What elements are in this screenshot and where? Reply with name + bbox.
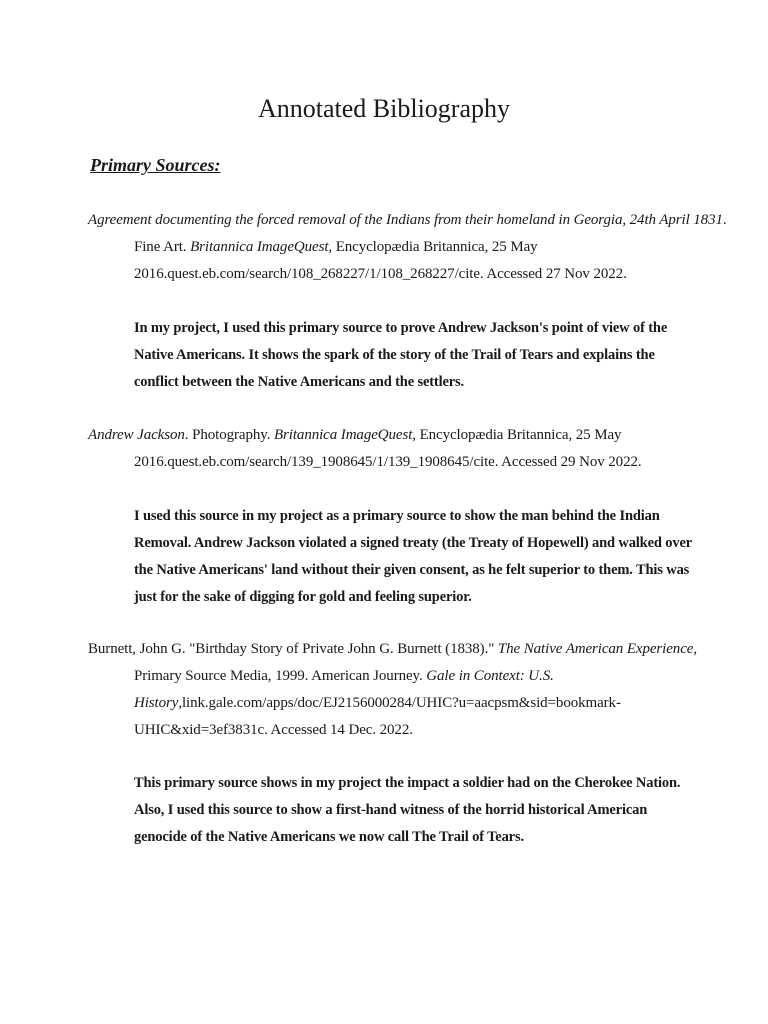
citation-title-run: Agreement documenting the forced removal of the Indians from their homeland in Georgia, 24th April 1831 xyxy=(88,212,723,228)
citation-title-run: Gale in Context: U.S. History xyxy=(134,668,554,711)
citation-title-run: Britannica ImageQuest xyxy=(273,427,413,443)
citation-entry xyxy=(88,636,734,744)
section-heading-primary-sources: Primary Sources: xyxy=(90,155,221,175)
citation-title-run: Andrew Jackson xyxy=(88,427,185,443)
page-title: Annotated Bibliography xyxy=(257,94,510,123)
citation-text-run: , Primary Source Media, 1999. American Journey. xyxy=(134,641,697,684)
citation-entry xyxy=(88,207,734,288)
annotation-entry: This primary source shows in my project the impact a soldier had on the Cherokee Nation. Also, I used this source to show a first-hand witness of the horrid historical American genocide of the Native Americans we now call The Trail of Tears. xyxy=(134,775,681,845)
citation-text-run: . Fine Art. xyxy=(134,212,727,255)
citation-title-run: Britannica ImageQuest xyxy=(190,239,329,255)
citation-title-run: The Native American Experience xyxy=(497,641,694,657)
annotation-entry: In my project, I used this primary source to prove Andrew Jackson's point of view of the Native Americans. It shows the spark of the story of the Trail of Tears and explains the conflict between the Native Americans and the settlers. xyxy=(134,320,668,390)
citation-text-run: Burnett, John G. "Birthday Story of Private John G. Burnett (1838)." xyxy=(88,641,498,657)
annotation-entry: I used this source in my project as a primary source to show the man behind the Indian Removal. Andrew Jackson violated a signed treaty (the Treaty of Hopewell) and walked over the Native Americans' land without their given consent, as he felt superior to them. This was just for the sake of digging for gold and feeling superior. xyxy=(134,508,692,605)
citation-text-run: ,link.gale.com/apps/doc/EJ2156000284/UHIC?u=aacpsm&sid=bookmark-UHIC&xid=3ef3831c. Accessed 14 Dec. 2022. xyxy=(134,695,621,738)
citation-entry xyxy=(88,422,734,476)
citation-text-run: , Encyclopædia Britannica, 25 May 2016.quest.eb.com/search/139_1908645/1/139_1908645/cite. Accessed 29 Nov 2022. xyxy=(134,427,642,470)
citation-text-run: . Photography. xyxy=(184,427,274,443)
citation-text-run: , Encyclopædia Britannica, 25 May 2016.quest.eb.com/search/108_268227/1/108_268227/cite. Accessed 27 Nov 2022. xyxy=(134,239,627,282)
